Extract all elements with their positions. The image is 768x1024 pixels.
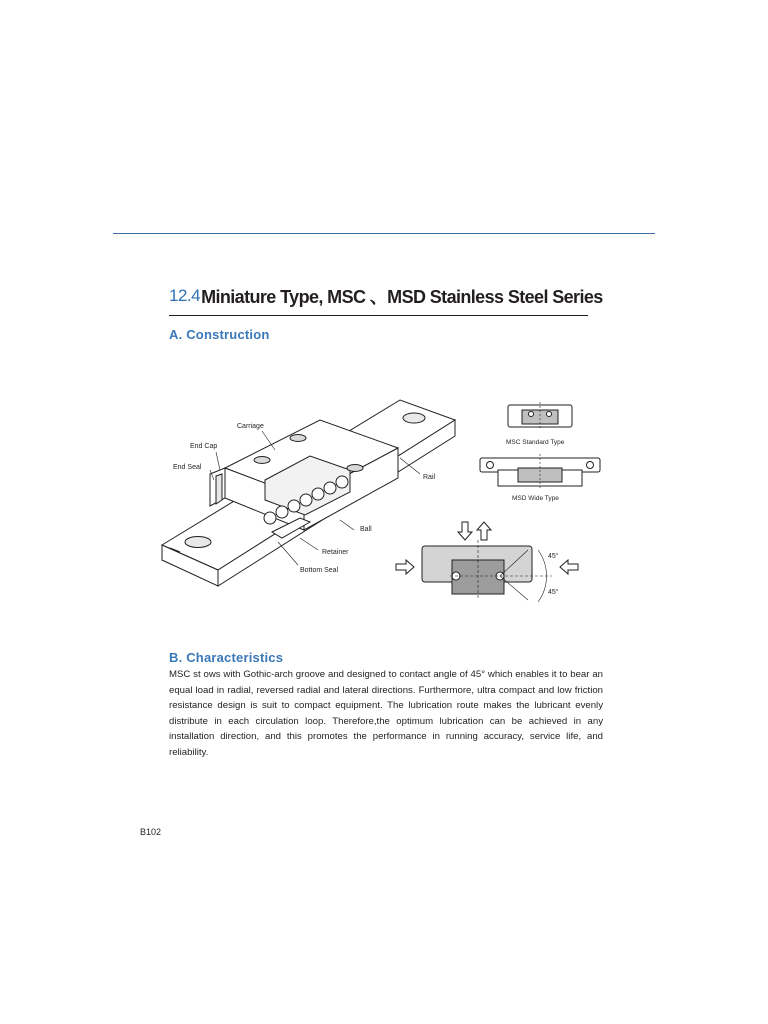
characteristics-body: MSC st ows with Gothic-arch groove and designed to contact angle of 45° which enables it to bear an equal load in radial, reversed radial and lateral directions. Furthermore, ultra compact and low friction resistance design is suit to compact equipment. The lubrication route makes the lubricant evenly distribute in each circulation loop. Therefore,the optimum lubrication can be achieved in any installation direction, and this promotes the performance in running accuracy, service life, and reliability. — [169, 669, 603, 758]
label-ball: Ball — [360, 526, 372, 533]
label-msc-standard: MSC Standard Type — [506, 439, 565, 446]
section-number: 12.4 — [169, 286, 201, 305]
header-rule — [113, 233, 655, 234]
label-angle-top: 45° — [548, 553, 559, 560]
construction-diagram — [150, 390, 620, 615]
label-angle-bottom: 45° — [548, 589, 559, 596]
arrow-up-icon — [477, 522, 491, 540]
page-number: B102 — [140, 827, 162, 837]
label-rail: Rail — [423, 474, 436, 481]
title-rule — [169, 315, 588, 316]
arrow-right-icon — [396, 560, 414, 574]
arrow-down-icon — [458, 522, 472, 540]
label-bottom-seal: Bottom Seal — [300, 567, 339, 574]
msd-wide-diagram — [480, 454, 600, 488]
label-retainer: Retainer — [322, 549, 349, 556]
characteristics-heading: B. Characteristics — [169, 650, 284, 665]
section-title: Miniature Type, MSC 、MSD Stainless Steel Series — [201, 287, 603, 307]
arrow-left-icon — [560, 560, 578, 574]
label-carriage: Carriage — [237, 423, 264, 430]
label-end-cap: End Cap — [190, 443, 218, 450]
label-end-seal: End Seal — [173, 464, 202, 471]
label-msd-wide: MSD Wide Type — [512, 495, 559, 502]
msc-standard-diagram — [508, 402, 572, 430]
construction-heading: A. Construction — [169, 327, 270, 342]
page-title — [169, 283, 603, 309]
